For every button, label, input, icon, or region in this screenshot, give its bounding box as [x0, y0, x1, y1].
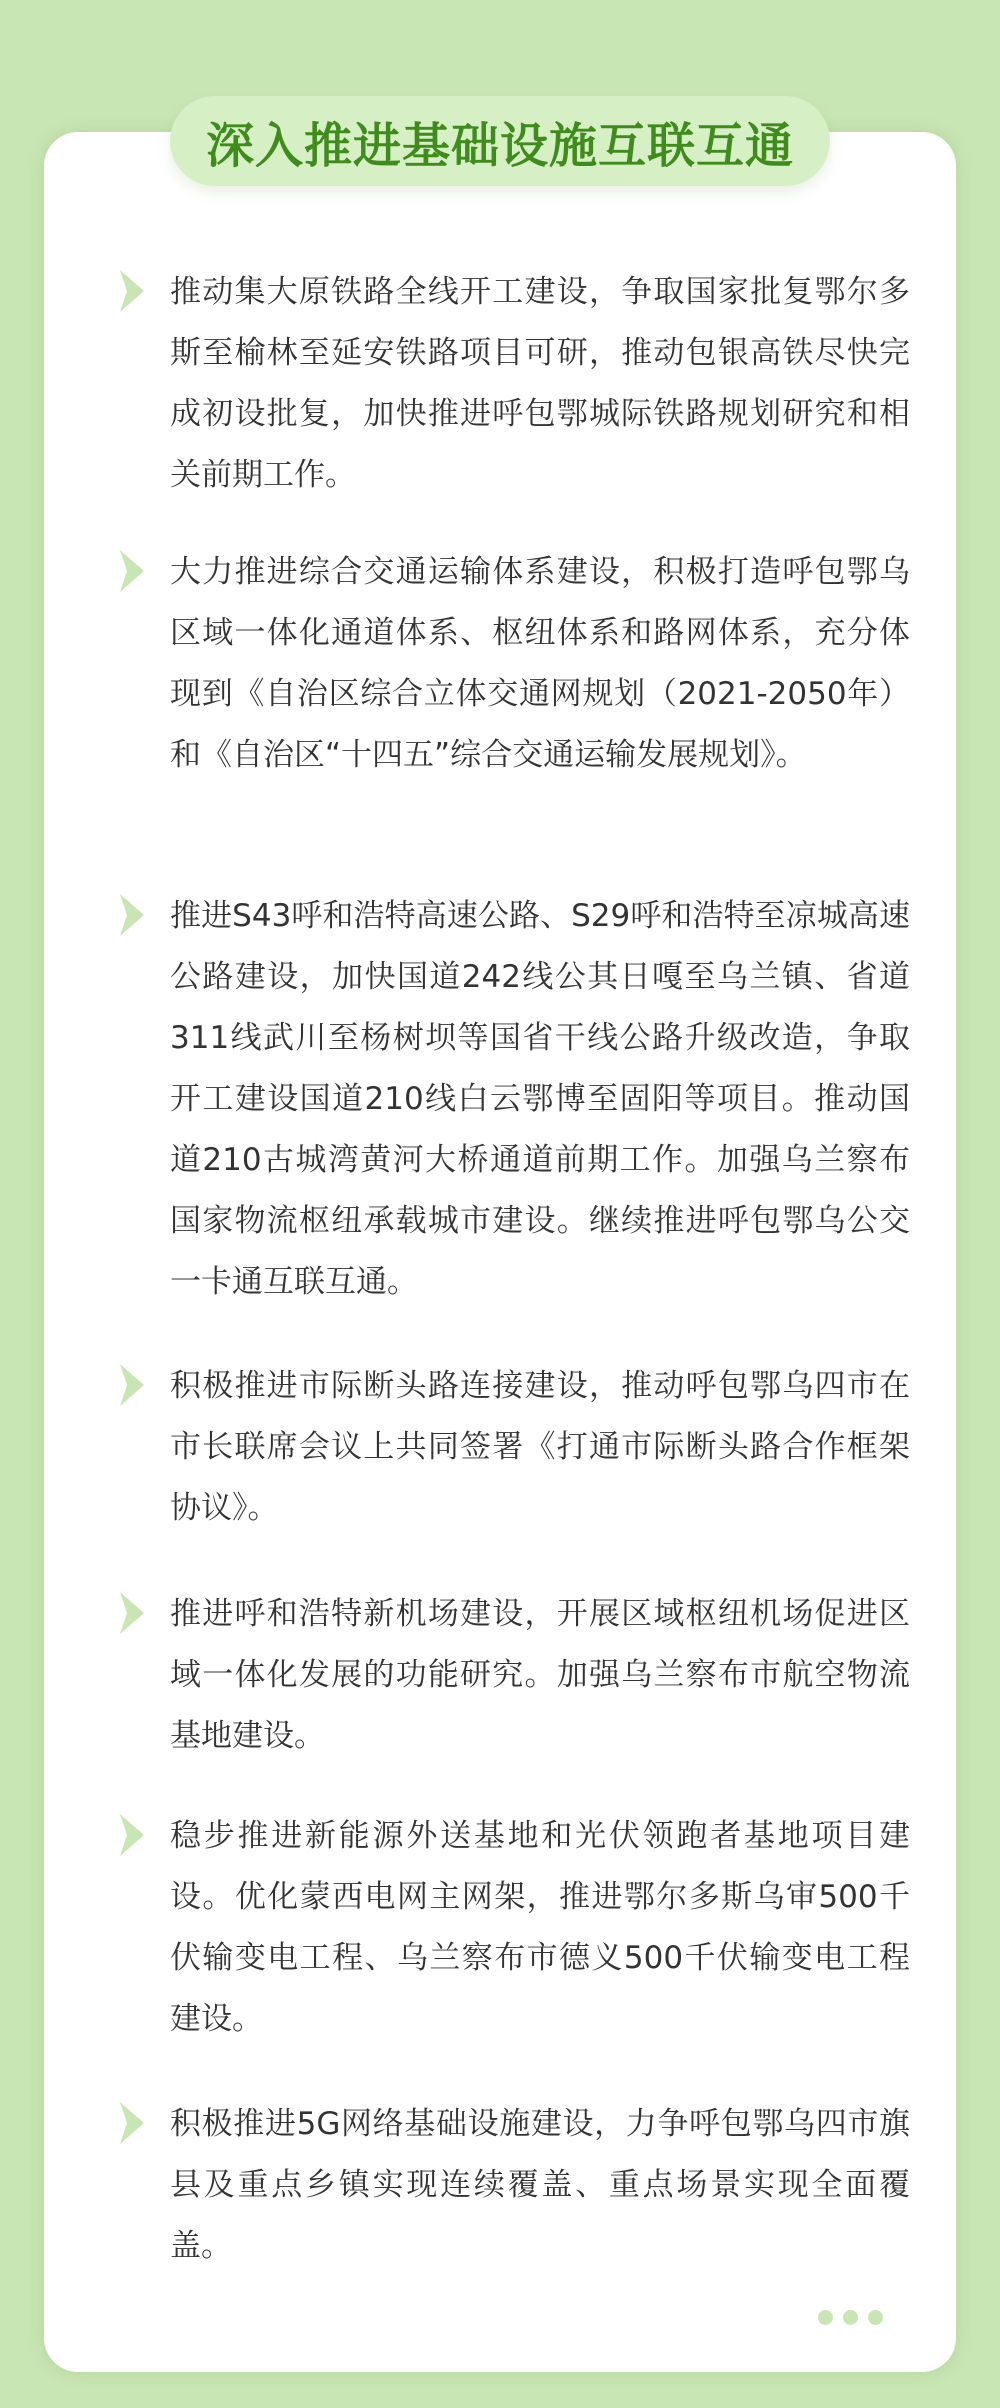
list-item-text: 稳步推进新能源外送基地和光伏领跑者基地项目建设。优化蒙西电网主网架，推进鄂尔多斯乌审500千伏输变电工程、乌兰察布市德义500千伏输变电工程建设。: [170, 1818, 910, 2037]
list-item: [118, 886, 908, 1313]
triangle-bullet-icon: [118, 268, 144, 314]
list-item: [118, 1806, 908, 2050]
list-item: [118, 262, 908, 506]
triangle-bullet-icon: [118, 1590, 144, 1636]
list-item: [118, 542, 908, 786]
ellipsis-dots-icon: [818, 2310, 883, 2325]
list-item: [118, 1356, 908, 1539]
list-item: [118, 1584, 908, 1767]
triangle-bullet-icon: [118, 548, 144, 594]
list-item-text: 积极推进市际断头路连接建设，推动呼包鄂乌四市在市长联席会议上共同签署《打通市际断头路合作框架协议》。: [170, 1368, 910, 1526]
list-item: [118, 2094, 908, 2277]
triangle-bullet-icon: [118, 1812, 144, 1858]
title-banner: [170, 96, 830, 186]
triangle-bullet-icon: [118, 1362, 144, 1408]
list-item-text: 积极推进5G网络基础设施建设，力争呼包鄂乌四市旗县及重点乡镇实现连续覆盖、重点场景实现全面覆盖。: [170, 2106, 910, 2264]
list-item-text: 大力推进综合交通运输体系建设，积极打造呼包鄂乌区域一体化通道体系、枢纽体系和路网体系，充分体现到《自治区综合立体交通网规划（2021-2050年）和《自治区“十四五”综合交通运输发展规划》。: [170, 554, 910, 773]
page-title: 深入推进基础设施互联互通: [205, 117, 794, 174]
triangle-bullet-icon: [118, 892, 144, 938]
list-item-text: 推进S43呼和浩特高速公路、S29呼和浩特至凉城高速公路建设，加快国道242线公其日嘎至乌兰镇、省道311线武川至杨树坝等国省干线公路升级改造，争取开工建设国道210线白云鄂博至固阳等项目。推动国道210古城湾黄河大桥通道前期工作。加强乌兰察布国家物流枢纽承载城市建设。继续推进呼包鄂乌公交一卡通互联互通。: [170, 898, 910, 1300]
list-item-text: 推动集大原铁路全线开工建设，争取国家批复鄂尔多斯至榆林至延安铁路项目可研，推动包银高铁尽快完成初设批复，加快推进呼包鄂城际铁路规划研究和相关前期工作。: [170, 274, 910, 493]
list-item-text: 推进呼和浩特新机场建设，开展区域枢纽机场促进区域一体化发展的功能研究。加强乌兰察布市航空物流基地建设。: [170, 1596, 910, 1754]
triangle-bullet-icon: [118, 2100, 144, 2146]
